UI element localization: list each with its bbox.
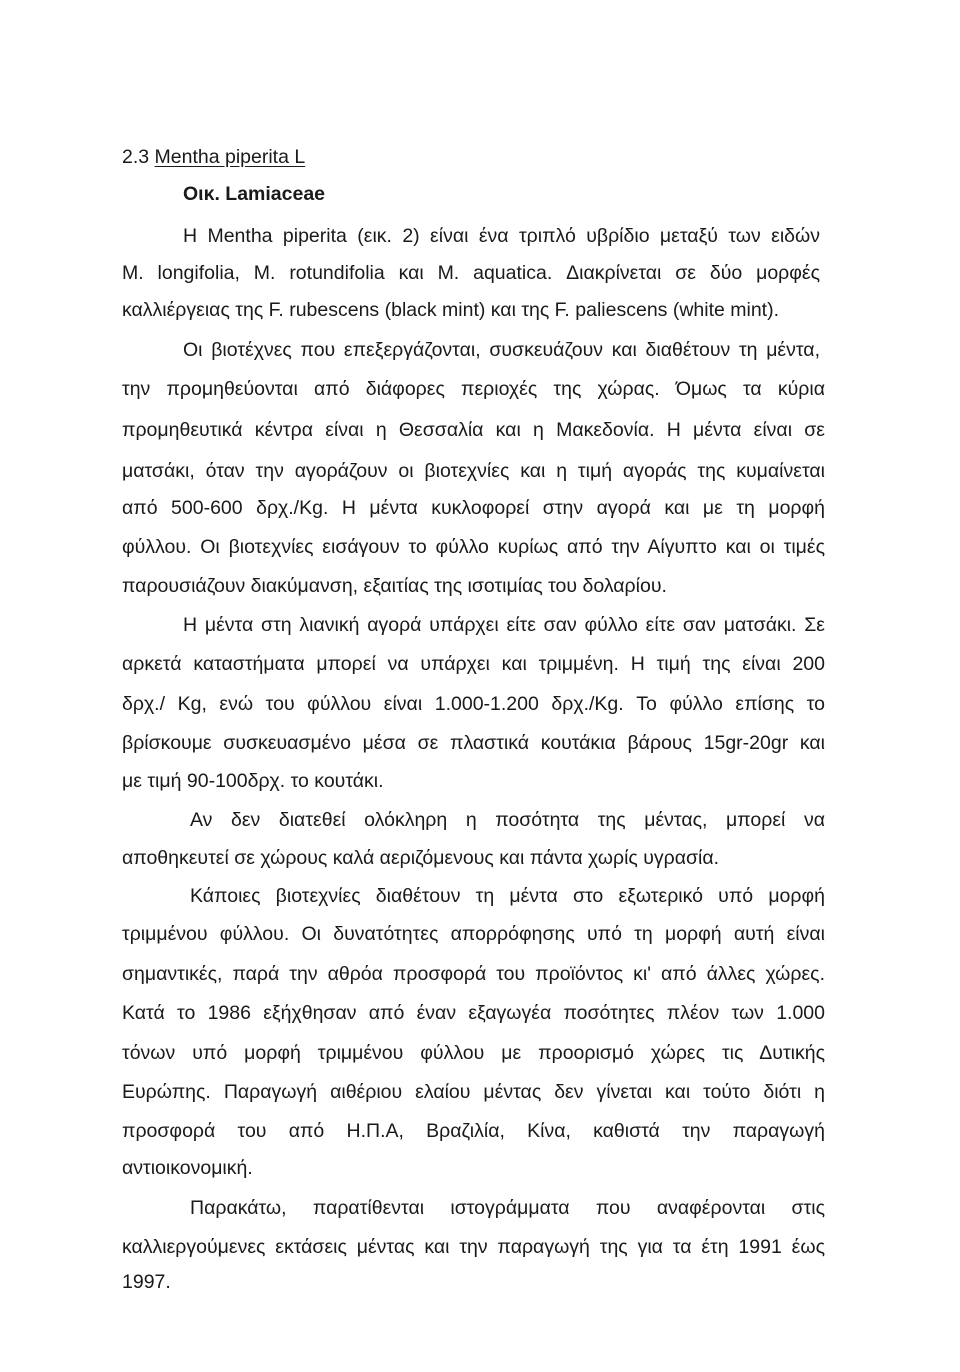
body-line: την προμηθεύονται από διάφορες περιοχές της χώρας. Όμως τα κύρια <box>122 378 825 400</box>
body-line: σημαντικές, παρά την αθρόα προσφορά του προϊόντος κι' από άλλες χώρες. <box>122 963 825 985</box>
body-line: αρκετά καταστήματα μπορεί να υπάρχει και τριμμένη. Η τιμή της είναι 200 <box>122 653 825 675</box>
body-line: M. longifolia, M. rotundifolia και M. aquatica. Διακρίνεται σε δύο μορφές <box>122 262 820 284</box>
body-line: Οι βιοτέχνες που επεξεργάζονται, συσκευάζουν και διαθέτουν τη μέντα, <box>183 339 820 361</box>
section-title: Mentha piperita L <box>154 146 306 168</box>
body-line: καλλιεργούμενες εκτάσεις μέντας και την παραγωγή της για τα έτη 1991 έως <box>122 1236 825 1258</box>
body-line: Αν δεν διατεθεί ολόκληρη η ποσότητα της μέντας, μπορεί να <box>190 809 825 831</box>
body-line: ματσάκι, όταν την αγοράζουν οι βιοτεχνίες και η τιμή αγοράς της κυμαίνεται <box>122 460 825 482</box>
body-line: Κατά το 1986 εξήχθησαν από έναν εξαγωγέα ποσότητες πλέον των 1.000 <box>122 1002 825 1024</box>
body-line: από 500-600 δρχ./Kg. Η μέντα κυκλοφορεί στην αγορά και με τη μορφή <box>122 497 825 519</box>
family-label: Οικ. Lamiaceae <box>183 183 326 205</box>
body-line: αντιοικονομική. <box>122 1157 253 1179</box>
body-line: φύλλου. Οι βιοτεχνίες εισάγουν το φύλλο κυρίως από την Αίγυπτο και οι τιμές <box>122 536 825 558</box>
body-line: Παρακάτω, παρατίθενται ιστογράμματα που αναφέρονται στις <box>190 1197 825 1219</box>
body-line: Η Mentha piperita (εικ. 2) είναι ένα τριπλό υβρίδιο μεταξύ των ειδών <box>183 225 820 247</box>
body-line: 1997. <box>122 1271 171 1293</box>
body-line: Ευρώπης. Παραγωγή αιθέριου ελαίου μέντας δεν γίνεται και τούτο διότι η <box>122 1081 825 1103</box>
body-line: αποθηκευτεί σε χώρους καλά αεριζόμενους και πάντα χωρίς υγρασία. <box>122 847 720 869</box>
section-heading <box>122 145 305 169</box>
body-line: βρίσκουμε συσκευασμένο μέσα σε πλαστικά κουτάκια βάρους 15gr-20gr και <box>122 732 825 754</box>
body-line: καλλιέργειας της F. rubescens (black mint) και της F. paliescens (white mint). <box>122 299 780 321</box>
body-line: Η μέντα στη λιανική αγορά υπάρχει είτε σαν φύλλο είτε σαν ματσάκι. Σε <box>183 614 825 636</box>
body-line: τριμμένου φύλλου. Οι δυνατότητες απορρόφησης υπό τη μορφή αυτή είναι <box>122 923 825 945</box>
body-line: παρουσιάζουν διακύμανση, εξαιτίας της ισοτιμίας του δολαρίου. <box>122 575 667 597</box>
body-line: προμηθευτικά κέντρα είναι η Θεσσαλία και η Μακεδονία. Η μέντα είναι σε <box>122 419 825 441</box>
body-line: δρχ./ Kg, ενώ του φύλλου είναι 1.000-1.200 δρχ./Kg. Το φύλλο επίσης το <box>122 693 825 715</box>
section-number: 2.3 <box>122 146 150 168</box>
body-line: προσφορά του από Η.Π.Α, Βραζιλία, Κίνα, καθιστά την παραγωγή <box>122 1120 825 1142</box>
body-line: με τιμή 90-100δρχ. το κουτάκι. <box>122 770 384 792</box>
body-line: Κάποιες βιοτεχνίες διαθέτουν τη μέντα στο εξωτερικό υπό μορφή <box>190 885 825 907</box>
body-line: τόνων υπό μορφή τριμμένου φύλλου με προορισμό χώρες τις Δυτικής <box>122 1042 825 1064</box>
